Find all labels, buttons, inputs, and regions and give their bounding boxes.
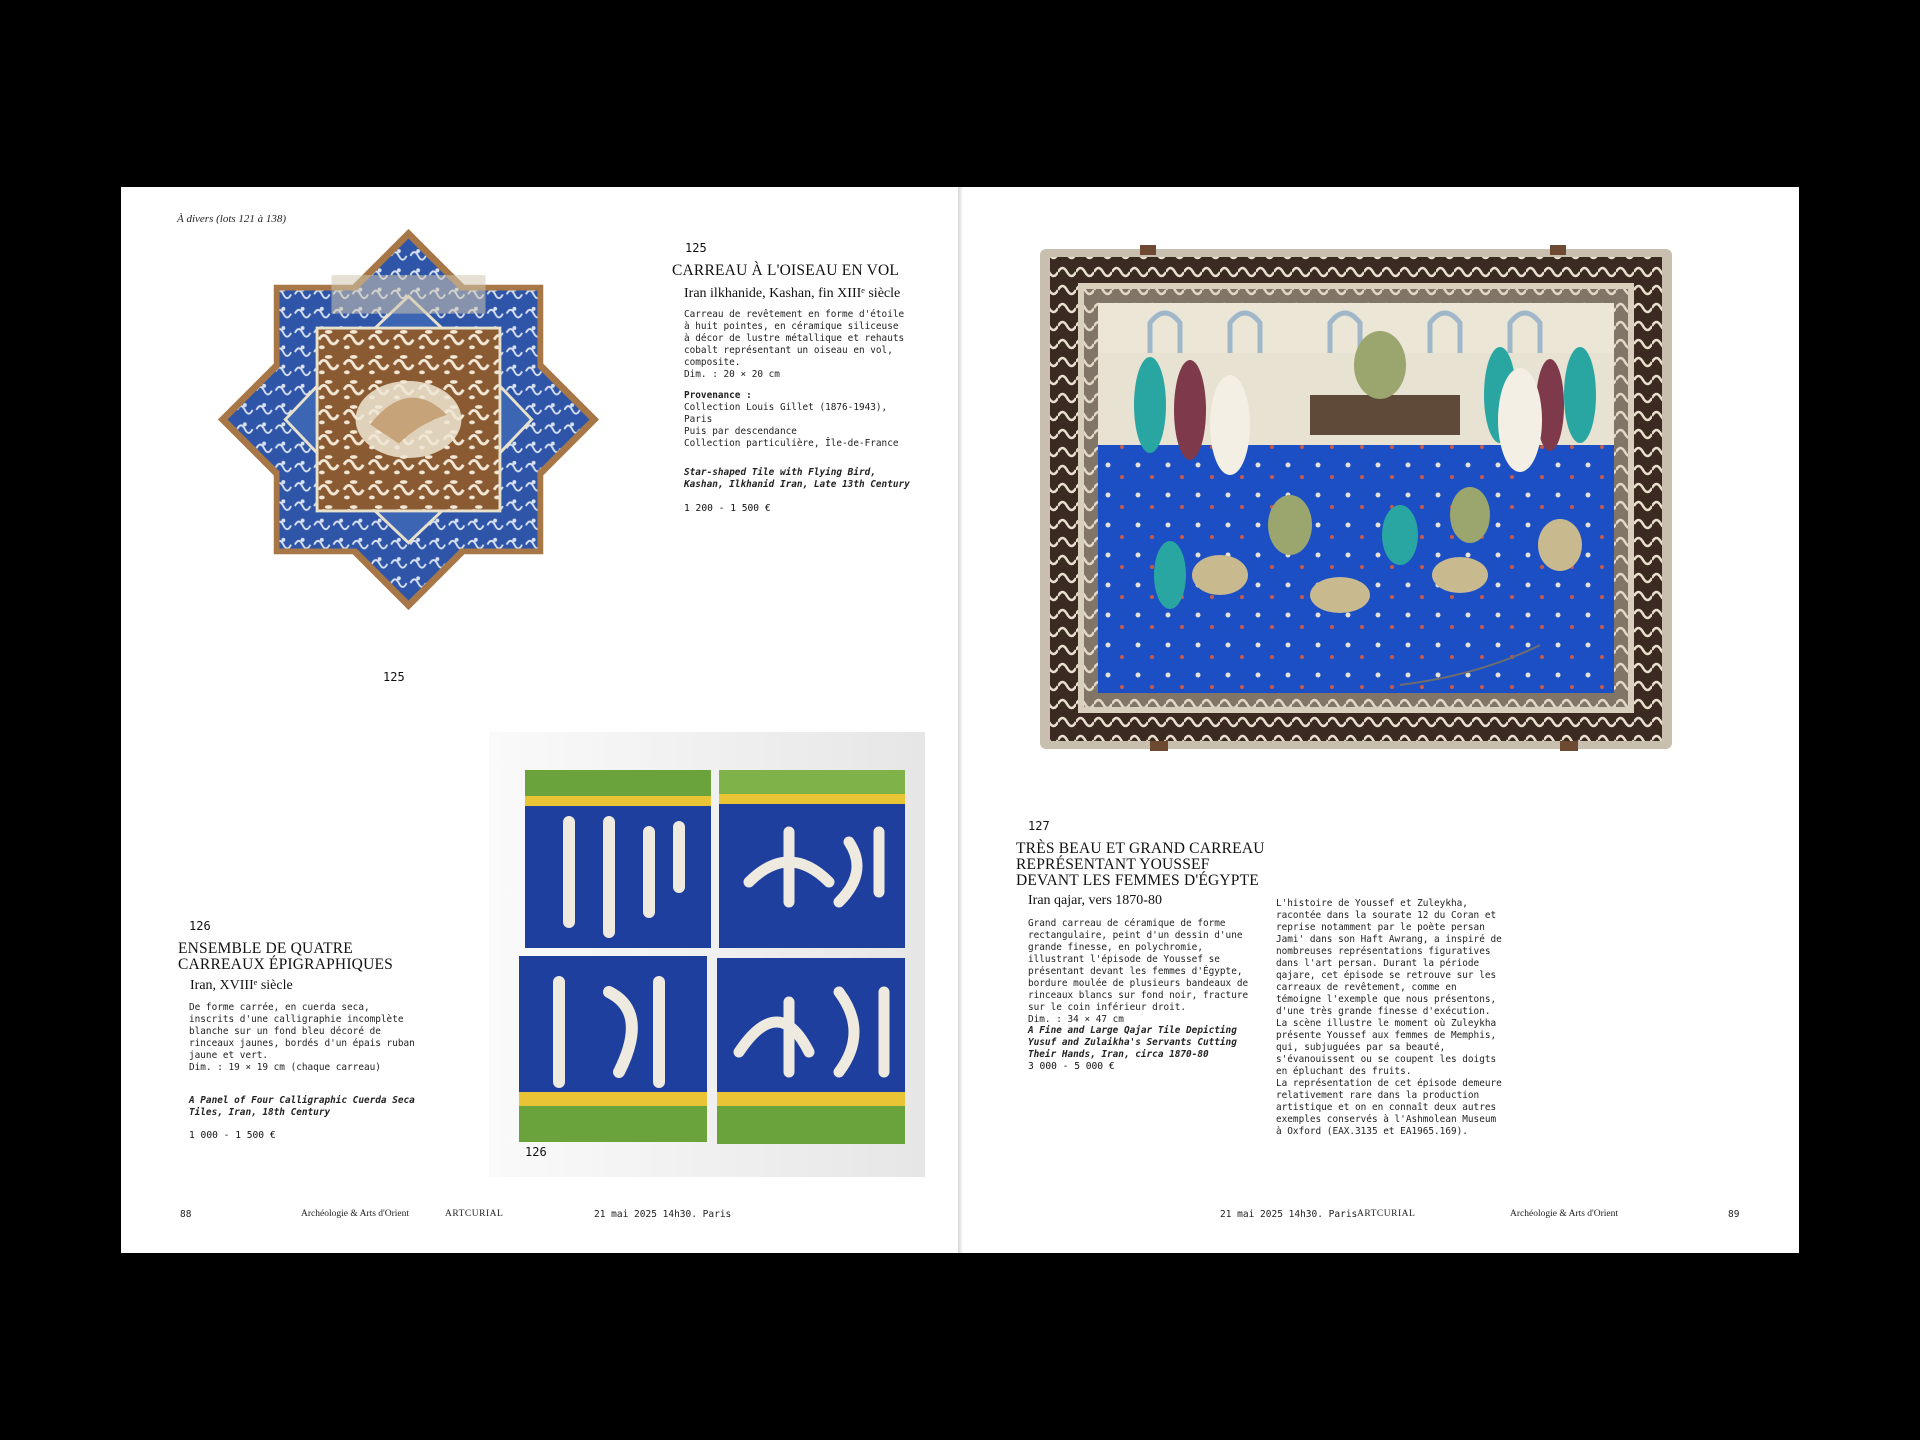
- left-footer-brand: ARTCURIAL: [445, 1209, 504, 1219]
- lot-127-number: 127: [1028, 819, 1050, 833]
- tile-top-left: [525, 770, 711, 948]
- lot-127-origin: Iran qajar, vers 1870-80: [1028, 893, 1162, 908]
- lot-125-english-title: Star-shaped Tile with Flying Bird, Kashan, Ilkhanid Iran, Late 13th Century: [684, 467, 910, 490]
- lot-127-essay: L'histoire de Youssef et Zuleykha, racontée dans la sourate 12 du Coran et reprise notamment par le poète persan Jami' dans son Haft Awrang, a inspiré de nombreuses représentations figuratives dans l'art persan. Durant la période qajare, cet épisode se retrouve sur les carreaux de revêtement, comme en témoigne l'exemple que nous présentons, d'une très grande finesse d'exécution. La scène illustre le moment où Zuleykha présente Youssef aux femmes de Memphis, qui, subjuguées par sa beauté, s'évanouissent ou se coupent les doigts en épluchant des fruits. La représentation de cet épisode demeure relativement rare dans la production artistique et on en connaît deux autres exemples conservés à l'Ashmolean Museum à Oxford (EAX.3135 et EA1965.169).: [1276, 898, 1502, 1137]
- tile-bottom-right: [717, 958, 905, 1144]
- lot-127-description: Grand carreau de céramique de forme rectangulaire, peint d'un dessin d'une grande finesse, en polychromie, illustrant l'épisode de Youssef se présentant devant les femmes d'Égypte, bordure moulée de plusieurs bandeaux de rinceaux blancs sur fond noir, fracture sur le coin inférieur droit. Dim. : 34 × 47 cm: [1028, 918, 1249, 1025]
- section-label: À divers (lots 121 à 138): [177, 213, 287, 225]
- right-page-number: 89: [1728, 1209, 1740, 1220]
- lot-126-origin: Iran, XVIIIᵉ siècle: [190, 978, 293, 993]
- lot-125-number: 125: [685, 241, 707, 255]
- left-footer-date: 21 mai 2025 14h30. Paris: [594, 1209, 732, 1220]
- lot-125-provenance: Collection Louis Gillet (1876-1943), Paris Puis par descendance Collection particulière, Île-de-France: [684, 402, 899, 449]
- lot-126-number: 126: [189, 919, 211, 933]
- lot-125-caption: 125: [383, 670, 405, 684]
- lot-126-estimate: 1 000 - 1 500 €: [189, 1130, 276, 1141]
- lot-127-title-line3: DEVANT LES FEMMES D'ÉGYPTE: [1016, 872, 1259, 889]
- right-footer-date: 21 mai 2025 14h30. Paris: [1220, 1209, 1358, 1220]
- star-tile-image: [216, 227, 601, 612]
- lot-125-title: CARREAU À L'OISEAU EN VOL: [672, 262, 900, 279]
- left-footer-catalogue: Archéologie & Arts d'Orient: [301, 1209, 410, 1219]
- lot-126-caption: 126: [525, 1145, 547, 1159]
- lot-127-title-line1: TRÈS BEAU ET GRAND CARREAU: [1016, 840, 1265, 857]
- lot-126-title-line1: ENSEMBLE DE QUATRE: [178, 940, 353, 957]
- lot-127-english-title: A Fine and Large Qajar Tile Depicting Yusuf and Zulaikha's Servants Cutting Their Hands, Iran, circa 1870-80: [1028, 1025, 1237, 1060]
- right-page: [962, 187, 1799, 1253]
- qajar-tile-image: [1040, 245, 1672, 753]
- tile-top-right: [719, 770, 905, 948]
- lot-125-provenance-label: Provenance :: [684, 390, 752, 401]
- left-page: [121, 187, 958, 1253]
- left-page-number: 88: [180, 1209, 192, 1220]
- lot-125-description: Carreau de revêtement en forme d'étoile à huit pointes, en céramique siliceuse à décor de lustre métallique et rehauts cobalt représentant un oiseau en vol, composite. Dim. : 20 × 20 cm: [684, 309, 905, 380]
- right-footer-brand: ARTCURIAL: [1357, 1209, 1416, 1219]
- lot-127-estimate: 3 000 - 5 000 €: [1028, 1061, 1115, 1072]
- lot-126-english-title: A Panel of Four Calligraphic Cuerda Seca Tiles, Iran, 18th Century: [189, 1095, 415, 1118]
- lot-125-estimate: 1 200 - 1 500 €: [684, 503, 771, 514]
- tile-bottom-left: [519, 956, 707, 1142]
- lot-126-title-line2: CARREAUX ÉPIGRAPHIQUES: [178, 956, 393, 973]
- lot-127-title-line2: REPRÉSENTANT YOUSSEF: [1016, 856, 1210, 873]
- right-footer-catalogue: Archéologie & Arts d'Orient: [1510, 1209, 1619, 1219]
- calligraphic-tiles-image: [489, 732, 925, 1177]
- lot-126-description: De forme carrée, en cuerda seca, inscrits d'une calligraphie incomplète blanche sur un fond bleu décoré de rinceaux jaunes, bordés d'un épais ruban jaune et vert. Dim. : 19 × 19 cm (chaque carreau): [189, 1002, 415, 1073]
- lot-125-origin: Iran ilkhanide, Kashan, fin XIIIᵉ siècle: [684, 286, 901, 301]
